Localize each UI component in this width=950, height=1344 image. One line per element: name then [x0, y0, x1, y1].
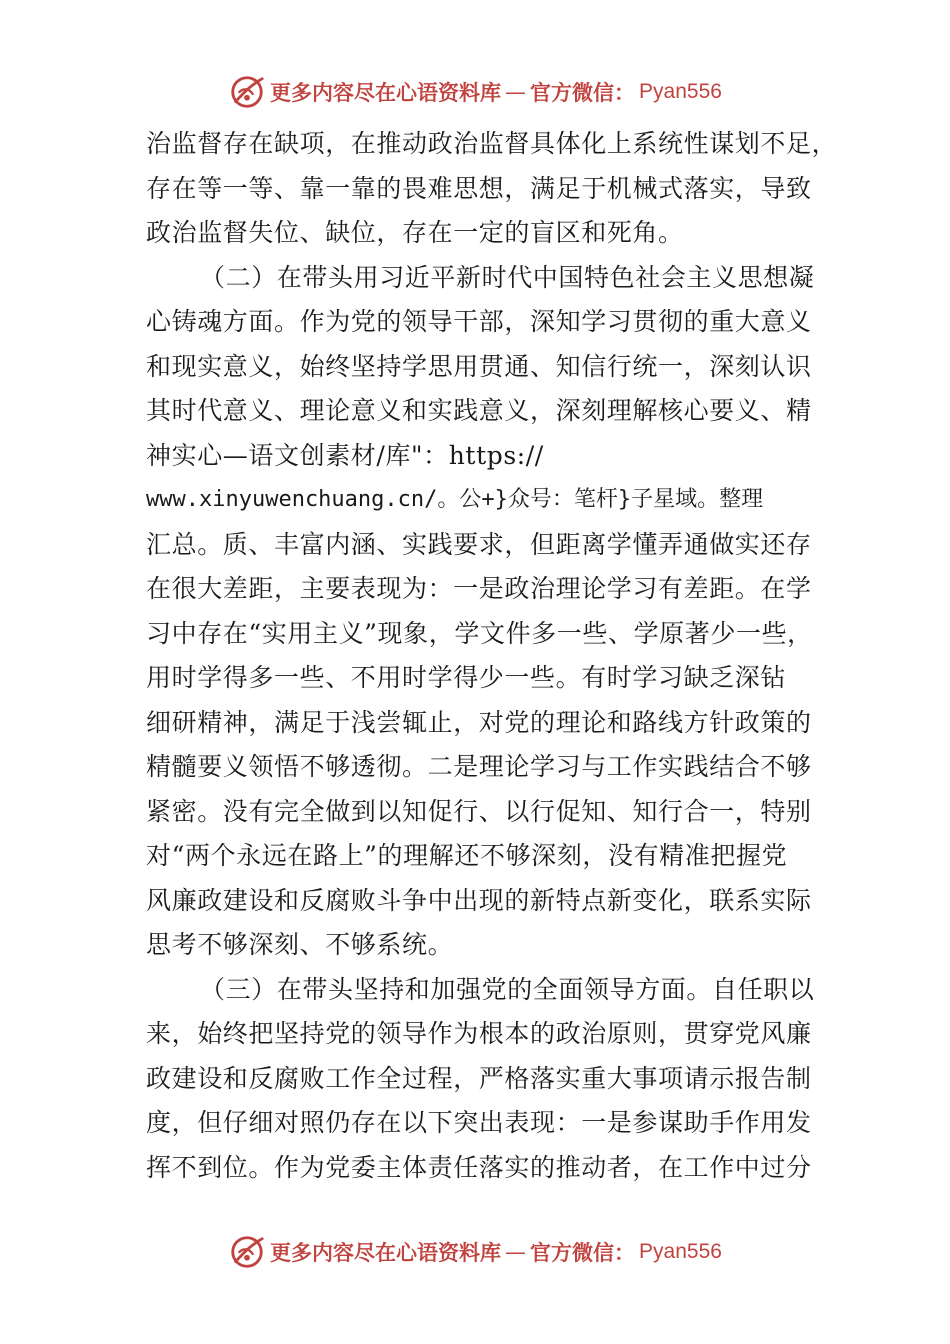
body-line: 风廉政建设和反腐败斗争中出现的新特点新变化，联系实际	[146, 885, 812, 915]
watermark-wechat-id: Pyan556	[639, 80, 722, 103]
section-heading-line: （三）在带头坚持和加强党的全面领导方面。自任职以	[200, 974, 815, 1004]
body-line: 来，始终把坚持党的领导作为根本的政治原则，贯穿党风廉	[146, 1019, 812, 1048]
watermark-wechat-id: Pyan556	[639, 1240, 722, 1263]
body-line: 在很大差距，主要表现为：一是政治理论学习有差距。在学	[146, 574, 812, 603]
body-line: 对“两个永远在路上”的理解还不够深刻，没有精准把握党	[146, 841, 788, 870]
body-line: 紧密。没有完全做到以知促行、以行促知、知行合一，特别	[146, 796, 812, 826]
body-line: 治监督存在缺项，在推动政治监督具体化上系统性谋划不足，	[146, 129, 838, 158]
body-line: 思考不够深刻、不够系统。	[146, 930, 454, 959]
body-line: 用时学得多一些、不用时学得少一些。有时学习缺乏深钻	[146, 663, 787, 692]
body-line: 度，但仔细对照仍存在以下突出表现：一是参谋助手作用发	[146, 1108, 812, 1137]
body-line: 汇总。质、丰富内涵、实践要求，但距离学懂弄通做实还存	[146, 529, 812, 559]
section-heading-line: （二）在带头用习近平新时代中国特色社会主义思想凝	[200, 262, 815, 292]
body-line: 存在等一等、靠一靠的畏难思想，满足于机械式落实，导致	[146, 173, 812, 203]
body-line: 其时代意义、理论意义和实践意义，深刻理解核心要义、精	[146, 396, 812, 425]
body-line: 和现实意义，始终坚持学思用贯通、知信行统一，深刻认识	[146, 351, 812, 381]
footer-watermark	[0, 1230, 950, 1274]
brand-logo-icon	[228, 1233, 266, 1271]
body-line-url: www.xinyuwenchuang.cn/。公+}众号：笔杆}子星域。整理	[146, 487, 764, 512]
brand-logo-icon	[228, 73, 266, 111]
body-line: 政建设和反腐败工作全过程，严格落实重大事项请示报告制	[146, 1063, 812, 1093]
body-line: 细研精神，满足于浅尝辄止，对党的理论和路线方针政策的	[146, 707, 812, 737]
body-line: 心铸魂方面。作为党的领导干部，深知学习贯彻的重大意义	[146, 307, 812, 336]
body-line-url: 神实心—语文创素材/库"：https://	[146, 440, 544, 470]
watermark-official-label: 官方微信：	[530, 1241, 636, 1265]
watermark-separator: —	[505, 1240, 527, 1264]
body-line: 挥不到位。作为党委主体责任落实的推动者，在工作中过分	[146, 1152, 812, 1182]
watermark-text: 更多内容尽在心语资料库	[270, 81, 502, 105]
body-line: 政治监督失位、缺位，存在一定的盲区和死角。	[146, 218, 684, 247]
watermark-separator: —	[505, 80, 527, 104]
header-watermark	[0, 70, 950, 114]
body-line: 习中存在“实用主义”现象，学文件多一些、学原著少一些，	[146, 618, 813, 648]
document-body	[146, 122, 838, 1190]
watermark-text: 更多内容尽在心语资料库	[270, 1241, 502, 1265]
body-line: 精髓要义领悟不够透彻。二是理论学习与工作实践结合不够	[146, 752, 812, 781]
watermark-official-label: 官方微信：	[530, 81, 636, 105]
